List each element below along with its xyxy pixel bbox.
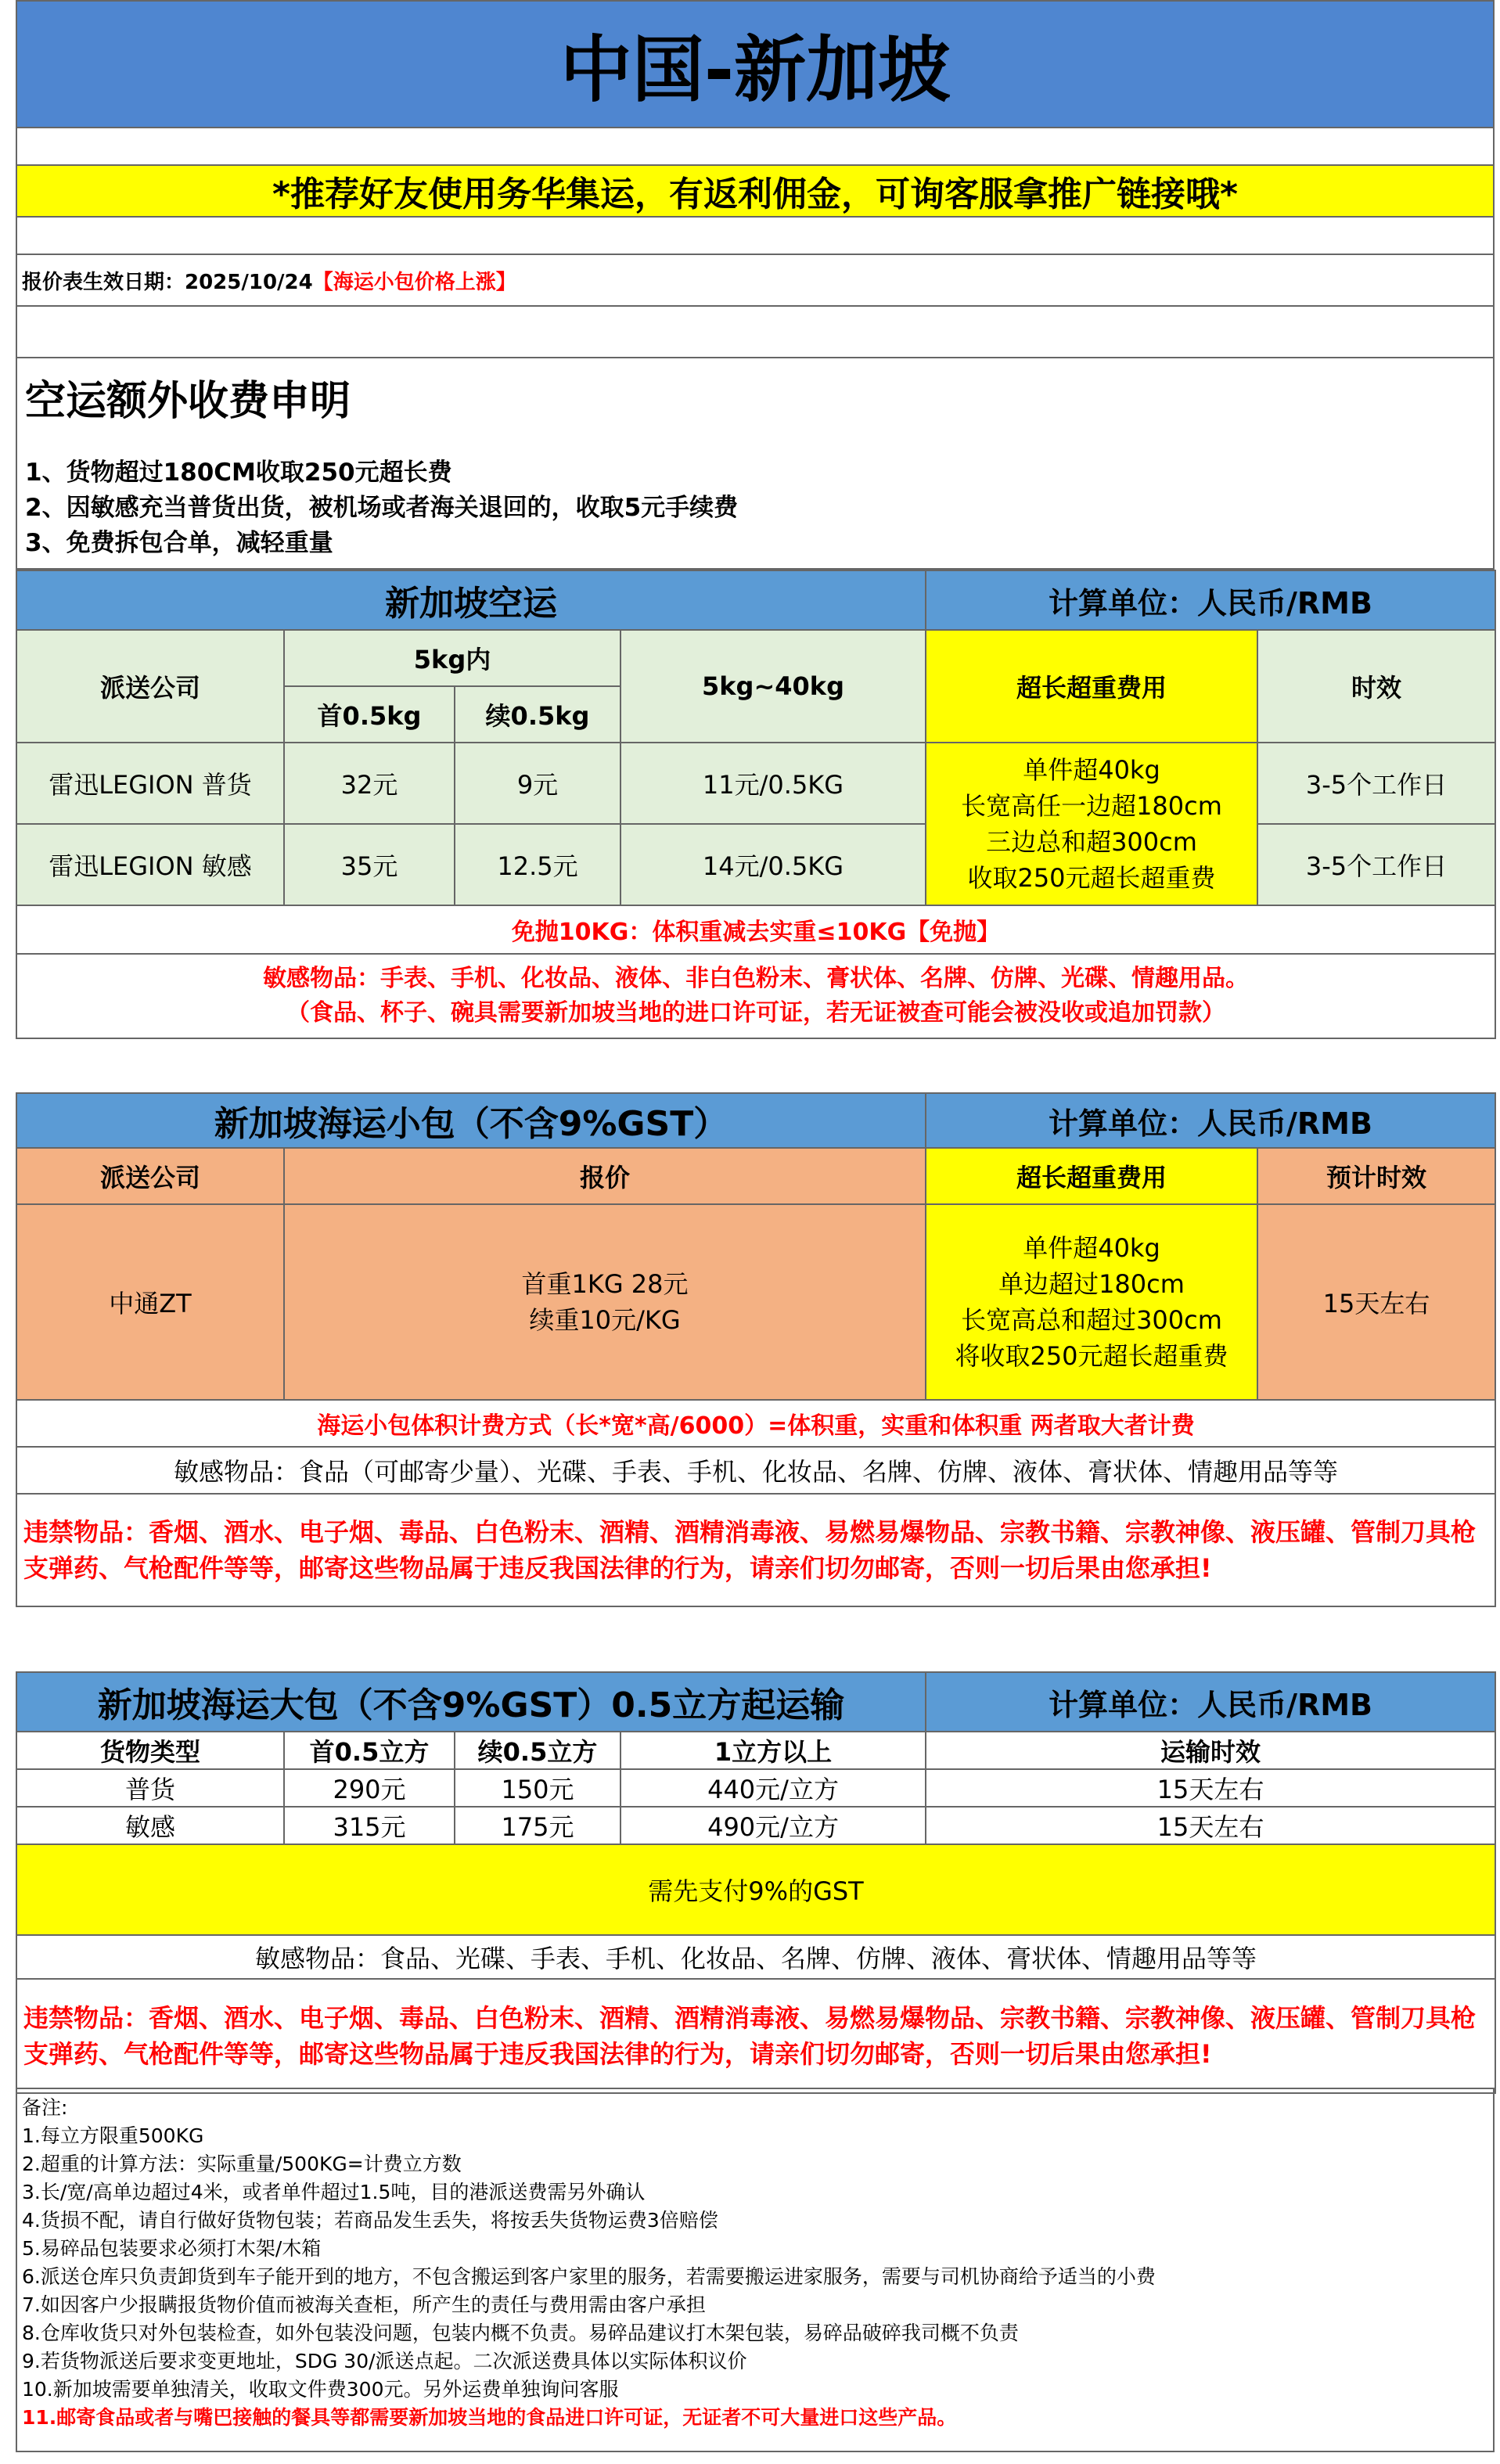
table-row (16, 743, 1495, 824)
col-over-1cbm: 1立方以上 (621, 1732, 926, 1769)
col-time: 时效 (1257, 630, 1495, 743)
row-range: 14元/0.5KG (621, 824, 926, 905)
air-notice-title: 空运额外收费申明 (25, 378, 351, 425)
note-item: 9.若货物派送后要求变更地址，SDG 30/派送点起。二次派送费具体以实际体积议价 (22, 2350, 747, 2372)
oversize-rules (926, 743, 1257, 905)
oversize-line: 收取250元超长超重费 (967, 863, 1216, 893)
page-title: 中国-新加坡 (16, 0, 1495, 128)
gst-note: 需先支付9%的GST (16, 1844, 1495, 1935)
sea-small-prohibited: 违禁物品：香烟、酒水、电子烟、毒品、白色粉末、酒精、酒精消毒液、易燃易爆物品、宗教书籍、宗教神像、液压罐、管制刀具枪支弹药、气枪配件等等，邮寄这些物品属于违反我国法律的行为，请亲们切勿邮寄，否则一切后果由您承担! (16, 1494, 1495, 1606)
note-item: 3.长/宽/高单边超过4米，或者单件超过1.5吨，目的港派送费需另外确认 (22, 2181, 646, 2203)
sea-small-table (16, 1092, 1496, 1607)
air-notice-item-1: 1、货物超过180CM收取250元超长费 (25, 459, 452, 487)
col-time: 运输时效 (926, 1732, 1495, 1769)
row-company: 中通ZT (16, 1204, 284, 1400)
note-item: 7.如因客户少报瞒报货物价值而被海关查柜，所产生的责任与费用需由客户承担 (22, 2293, 706, 2316)
free-throw-note: 免抛10KG：体积重减去实重≤10KG【免抛】 (16, 905, 1495, 954)
air-notice (16, 357, 1495, 570)
sea-big-title: 新加坡海运大包（不含9%GST）0.5立方起运输 (16, 1672, 926, 1732)
table-row (16, 1807, 1495, 1844)
note-item: 6.派送仓库只负责卸货到车子能开到的地方，不包含搬运到客户家里的服务，若需要搬运进家服务，需要与司机协商给予适当的小费 (22, 2265, 1156, 2288)
row-company: 雷迅LEGION 普货 (16, 743, 284, 824)
notes-box (16, 2088, 1495, 2452)
col-5-40kg: 5kg~40kg (621, 630, 926, 743)
air-notice-item-3: 3、免费拆包合单，减轻重量 (25, 529, 333, 557)
sea-small-unit: 计算单位：人民币/RMB (926, 1093, 1495, 1148)
table-row (16, 1204, 1495, 1400)
row-time: 15天左右 (926, 1769, 1495, 1807)
note-item: 4.货损不配，请自行做好货物包装；若商品发生丢失，将按丢失货物运费3倍赔偿 (22, 2209, 718, 2232)
row-time: 15天左右 (926, 1807, 1495, 1844)
sea-big-prohibited: 违禁物品：香烟、酒水、电子烟、毒品、白色粉末、酒精、酒精消毒液、易燃易爆物品、宗教书籍、宗教神像、液压罐、管制刀具枪支弹药、气枪配件等等，邮寄这些物品属于违反我国法律的行为，请亲们切勿邮寄，否则一切后果由您承担! (16, 1979, 1495, 2093)
oversize-line: 长宽高任一边超180cm (961, 791, 1222, 821)
row-first: 35元 (284, 824, 455, 905)
note-item-important: 11.邮寄食品或者与嘴巴接触的餐具等都需要新加坡当地的食品进口许可证，无证者不可大量进口这些产品。 (22, 2406, 957, 2429)
row-over1: 490元/立方 (621, 1807, 926, 1844)
note-item: 5.易碎品包装要求必须打木架/木箱 (22, 2237, 322, 2260)
oversize-line: 将收取250元超长超重费 (955, 1341, 1228, 1371)
effective-note: 【海运小包价格上涨】 (312, 270, 516, 294)
note-item: 8.仓库收货只对外包装检查，如外包装没问题，包装内概不负责。易碎品建议打木架包装，易碎品破碎我司概不负责 (22, 2322, 1019, 2344)
price-line: 首重1KG 28元 (521, 1269, 689, 1299)
oversize-line: 长宽高总和超过300cm (961, 1305, 1222, 1335)
sea-small-sensitive: 敏感物品：食品（可邮寄少量）、光碟、手表、手机、化妆品、名牌、仿牌、液体、膏状体、情趣用品等等 (16, 1447, 1495, 1494)
col-price: 报价 (284, 1148, 926, 1204)
row-cont: 12.5元 (455, 824, 621, 905)
row-price (284, 1204, 926, 1400)
row-time: 3-5个工作日 (1257, 743, 1495, 824)
price-line: 续重10元/KG (529, 1305, 681, 1335)
effective-date-row (16, 254, 1495, 307)
sea-big-unit: 计算单位：人民币/RMB (926, 1672, 1495, 1732)
oversize-line: 三边总和超300cm (986, 827, 1197, 857)
row-first: 315元 (284, 1807, 455, 1844)
spacer-row (16, 127, 1495, 166)
volume-note: 海运小包体积计费方式（长*宽*高/6000）=体积重，实重和体积重 两者取大者计费 (16, 1400, 1495, 1447)
col-within-5kg: 5kg内 (284, 630, 621, 686)
oversize-line: 单件超40kg (1023, 1233, 1160, 1263)
table-row (16, 824, 1495, 905)
sea-small-title: 新加坡海运小包（不含9%GST） (16, 1093, 926, 1148)
col-time: 预计时效 (1257, 1148, 1495, 1204)
col-cont-half-kg: 续0.5kg (455, 686, 621, 743)
col-first-half-kg: 首0.5kg (284, 686, 455, 743)
col-oversize: 超长超重费用 (926, 630, 1257, 743)
spacer-row (16, 216, 1495, 255)
sensitive-line: 敏感物品：手表、手机、化妆品、液体、非白色粉末、膏状体、名牌、仿牌、光碟、情趣用品。 (263, 965, 1249, 992)
promo-banner: *推荐好友使用务华集运，有返利佣金，可询客服拿推广链接哦* (16, 164, 1495, 218)
col-first-half-cbm: 首0.5立方 (284, 1732, 455, 1769)
row-type: 敏感 (16, 1807, 284, 1844)
row-range: 11元/0.5KG (621, 743, 926, 824)
sea-big-table (16, 1671, 1496, 2094)
row-cont: 150元 (455, 1769, 621, 1807)
row-first: 290元 (284, 1769, 455, 1807)
row-cont: 9元 (455, 743, 621, 824)
row-cont: 175元 (455, 1807, 621, 1844)
oversize-rules (926, 1204, 1257, 1400)
sensitive-line: （食品、杯子、碗具需要新加坡当地的进口许可证，若无证被查可能会被没收或追加罚款） (286, 999, 1225, 1027)
col-oversize: 超长超重费用 (926, 1148, 1257, 1204)
note-item: 10.新加坡需要单独清关，收取文件费300元。另外运费单独询问客服 (22, 2378, 619, 2401)
spacer-row (16, 305, 1495, 358)
table-row (16, 1769, 1495, 1807)
col-company: 派送公司 (16, 1148, 284, 1204)
note-item: 1.每立方限重500KG (22, 2124, 204, 2147)
row-company: 雷迅LEGION 敏感 (16, 824, 284, 905)
notes-title: 备注: (22, 2096, 68, 2119)
air-title: 新加坡空运 (16, 570, 926, 630)
effective-date: 报价表生效日期：2025/10/24 (22, 270, 313, 294)
row-time: 3-5个工作日 (1257, 824, 1495, 905)
row-over1: 440元/立方 (621, 1769, 926, 1807)
row-time: 15天左右 (1257, 1204, 1495, 1400)
air-notice-item-2: 2、因敏感充当普货出货，被机场或者海关退回的，收取5元手续费 (25, 494, 739, 522)
air-table (16, 570, 1496, 1039)
col-cont-half-cbm: 续0.5立方 (455, 1732, 621, 1769)
col-company: 派送公司 (16, 630, 284, 743)
note-item: 2.超重的计算方法：实际重量/500KG=计费立方数 (22, 2153, 462, 2175)
col-type: 货物类型 (16, 1732, 284, 1769)
row-first: 32元 (284, 743, 455, 824)
air-sensitive-note (16, 954, 1495, 1038)
oversize-line: 单边超过180cm (998, 1269, 1185, 1299)
sea-big-sensitive: 敏感物品：食品、光碟、手表、手机、化妆品、名牌、仿牌、液体、膏状体、情趣用品等等 (16, 1935, 1495, 1979)
air-unit: 计算单位：人民币/RMB (926, 570, 1495, 630)
row-type: 普货 (16, 1769, 284, 1807)
oversize-line: 单件超40kg (1023, 755, 1160, 785)
